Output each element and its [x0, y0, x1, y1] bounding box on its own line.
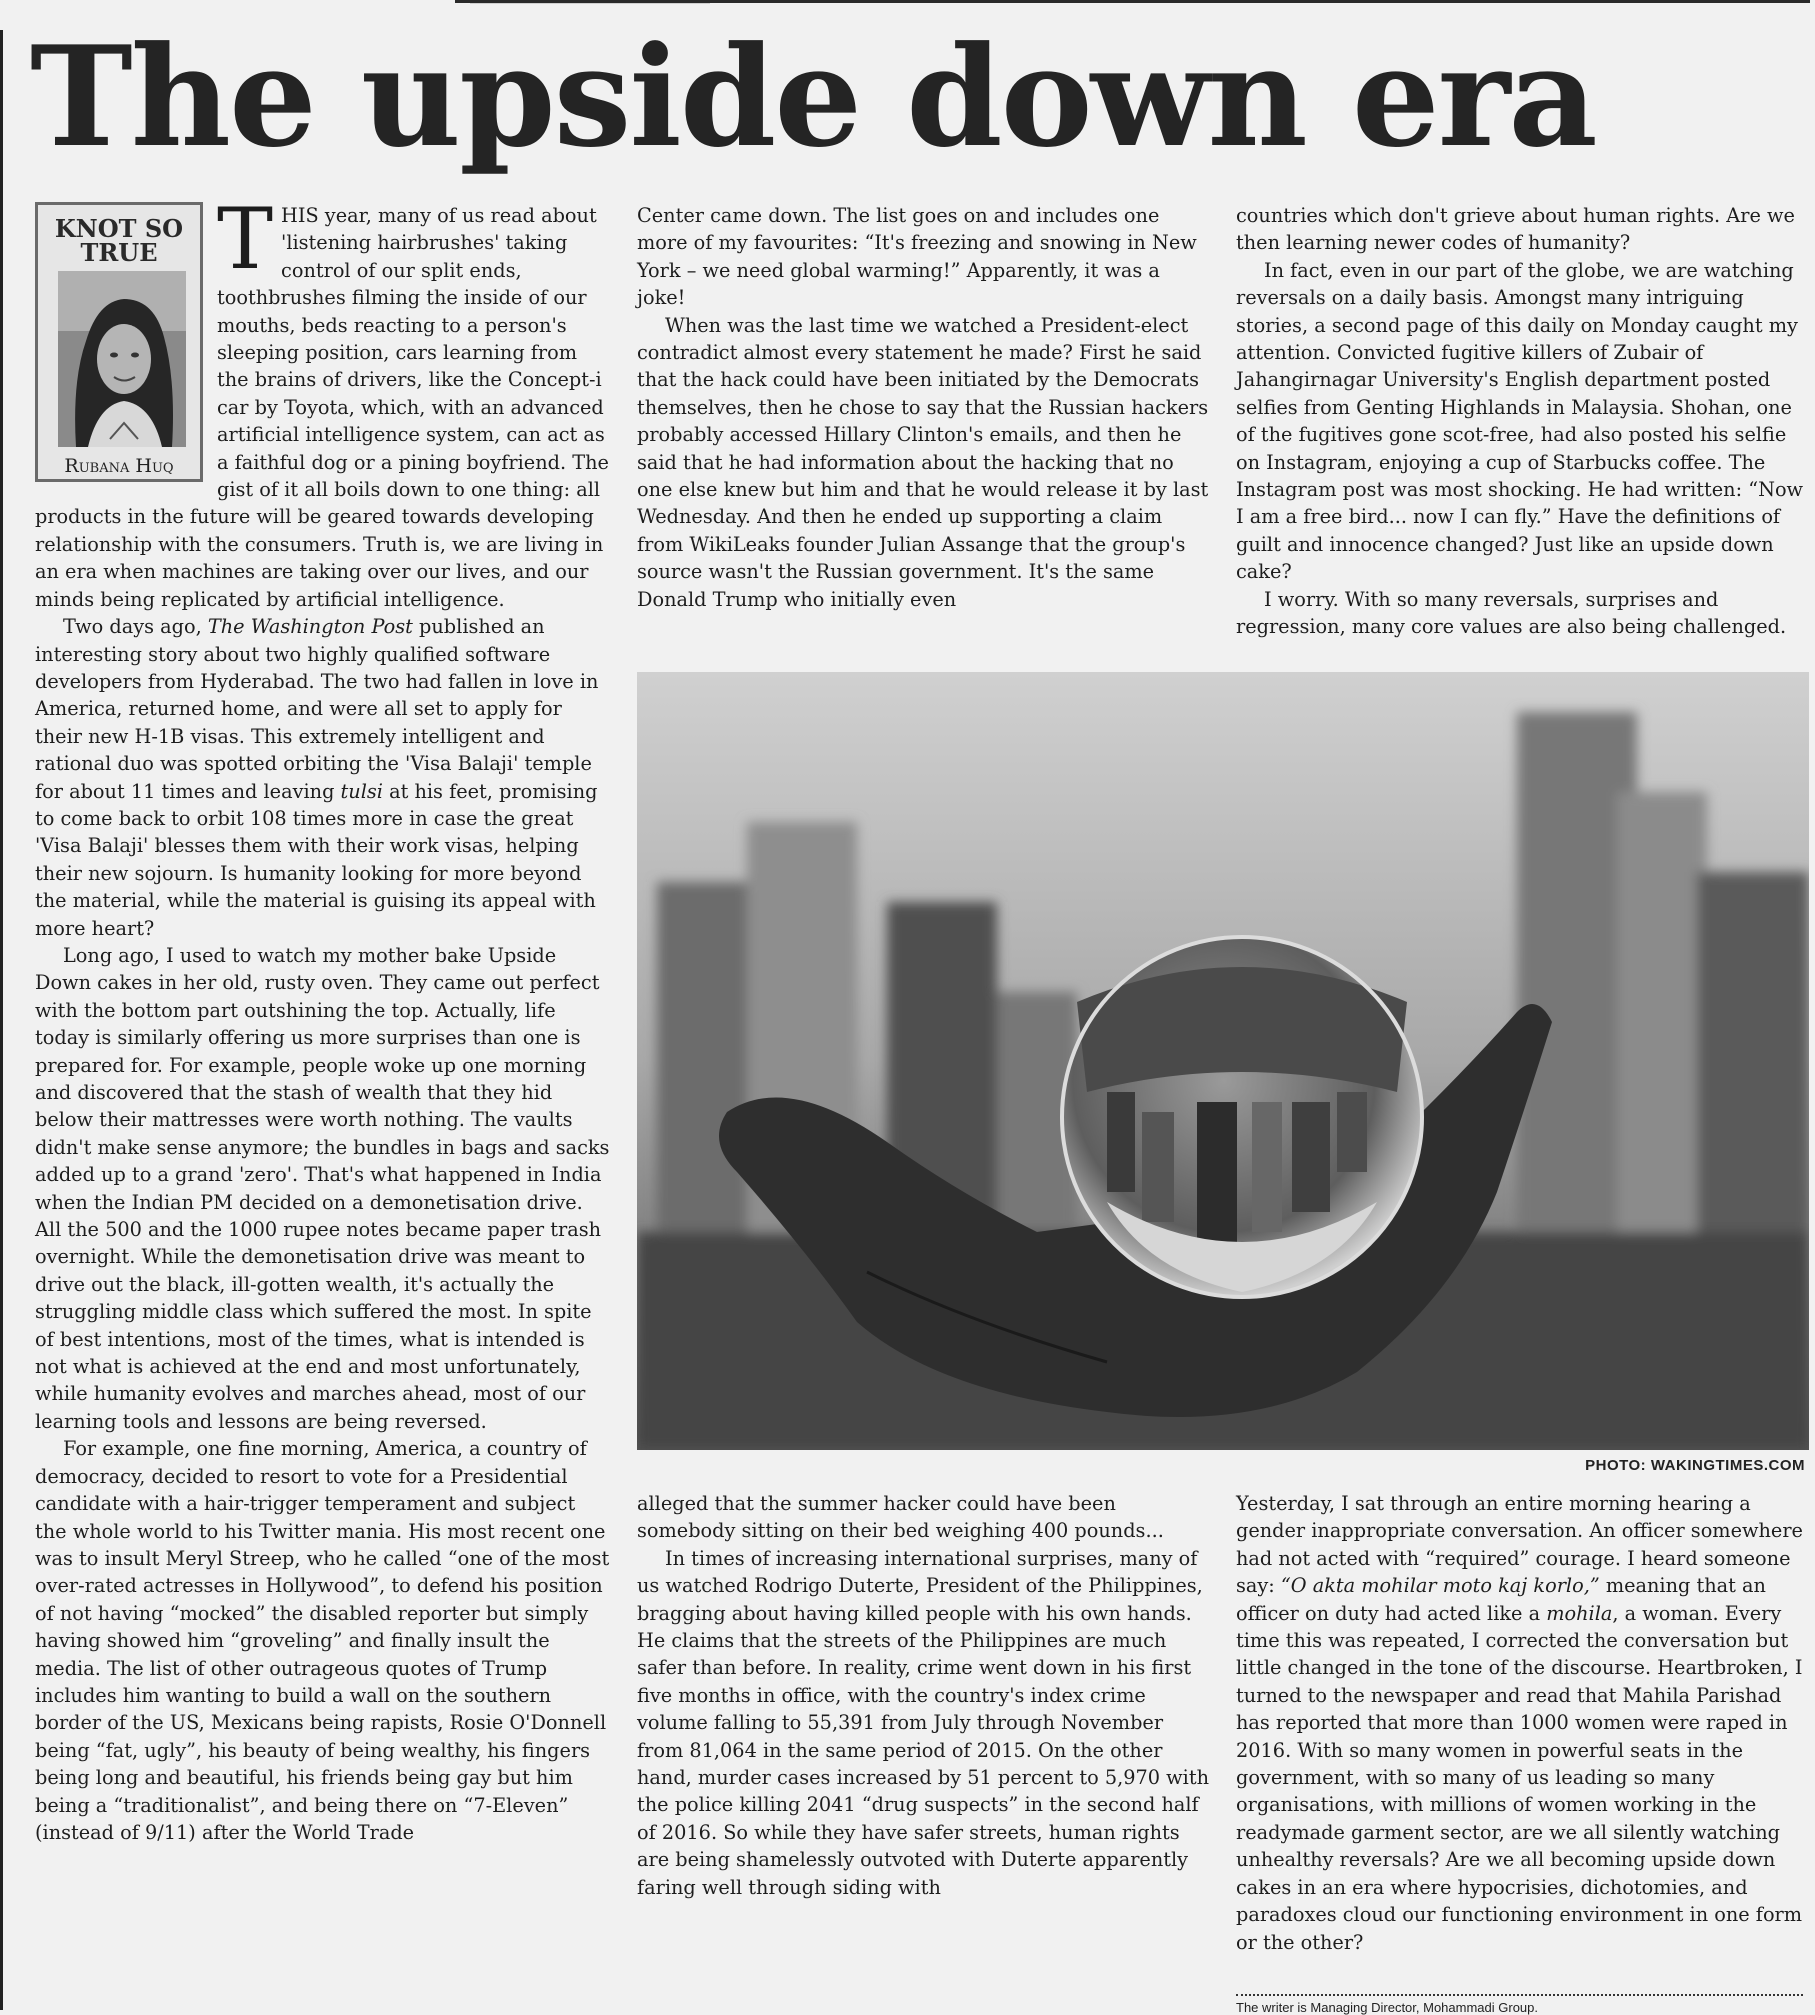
column-name: KNOT SO TRUE [54, 214, 184, 267]
paragraph-2 [35, 613, 610, 942]
photo-credit: PHOTO: WAKINGTIMES.COM [1585, 1457, 1805, 1474]
column-2-continued [637, 1490, 1212, 1901]
author-portrait [58, 271, 186, 447]
c3b-italic2: mohila [1546, 1601, 1613, 1625]
c2b-paragraph-1: alleged that the summer hacker could have been somebody sitting on their bed weighing 400 pounds... [637, 1492, 1164, 1543]
p2-italic2: tulsi [340, 779, 383, 803]
c3b-c: , a woman. Every time this was repeated, I corrected the conversation but little changed in the tone of the discourse. Heartbroken, I turned to the newspaper and read that Mahila Parishad has reported that more than 1000 women were raped in 2016. With so many women in powerful seats in the government, with so many of us leading so many organisations, with millions of women working in the readymade garment sector, are we all silently watching unhealthy reversals? Are we all becoming upside down cakes in an era where hypocrisies, dichotomies, and paradoxes cloud our functioning environment in one form or the other? [1236, 1601, 1803, 1954]
left-rule [0, 30, 3, 2010]
column-1 [35, 190, 610, 1846]
c3-paragraph-3: I worry. With so many reversals, surprises and regression, many core values are also being challenged. [1236, 587, 1787, 639]
p2-italic: The Washington Post [207, 615, 413, 639]
c2-paragraph-2: When was the last time we watched a President-elect contradict almost every statement he made? First he said that the hack could have been initiated by the Democrats themselves, then he chose to say that the Russian hackers probably accessed Hillary Clinton's emails, and then he said that he had information about the hacking that no one else knew but him and that he would release it by last Wednesday. And then he ended up supporting a claim from WikiLeaks founder Julian Assange that the group's source wasn't the Russian government. It's the same Donald Trump who initially even [637, 313, 1209, 611]
c3-paragraph-2: In fact, even in our part of the globe, we are watching reversals on a daily basis. Amongst many intriguing stories, a second page of this daily on Monday caught my attention. Convicted fugitive killers of Zubair of Jahangirnagar University's English department posted selfies from Genting Highlands in Malaysia. Shohan, one of the fugitives gone scot-free, had also posted his selfie on Instagram, enjoying a cup of Starbucks coffee. The Instagram post was most shocking. He had written: “Now I am a free bird... now I can fly.” Have the definitions of guilt and innocence changed? Just like an upside down cake? [1236, 258, 1804, 584]
writer-note: The writer is Managing Director, Mohammadi Group. [1236, 2000, 1539, 2015]
p2-mid: published an interesting story about two highly qualified software developers from Hyderabad. The two had fallen in love in America, returned home, and were all set to apply for their new H-1B visas. This extremely intelligent and rational duo was spotted orbiting the 'Visa Balaji' temple for about 11 times and leaving [35, 615, 599, 803]
drop-cap: T [217, 190, 274, 288]
c3b-a: Yesterday, I sat through an entire morning hearing a gender inappropriate conversation. An officer somewhere had not acted with “required” courage. I heard someone say: [1236, 1492, 1803, 1598]
byline-box [35, 202, 203, 482]
top-rule [455, 0, 1810, 3]
p2-before: Two days ago, [63, 615, 208, 639]
column-3 [1236, 202, 1806, 641]
c2-paragraph-1: Center came down. The list goes on and includes one more of my favourites: “It's freezing and snowing in New York – we need global warming!” Apparently, it was a joke! [637, 204, 1197, 310]
footer-dotted-rule [1236, 1994, 1803, 1996]
c3b-b: meaning that an officer on duty had acted like a [1236, 1574, 1766, 1625]
p2-after: at his feet, promising to come back to orbit 108 times more in case the great 'Visa Balaji' blesses them with their work visas, helping their new sojourn. Is humanity looking for more beyond the material, while the material is guising its appeal with more heart? [35, 779, 598, 940]
crystal-ball-photo [637, 672, 1809, 1450]
column-3-continued [1236, 1490, 1806, 1956]
headline: The upside down era [30, 15, 1596, 178]
paragraph-4: For example, one fine morning, America, a country of democracy, decided to resort to vote for a Presidential candidate with a hair-trigger temperament and subject the whole world to his Twitter mania. His most recent one was to insult Meryl Streep, who he called “one of the most over-rated actresses in Hollywood”, to defend his position of not having “mocked” the disabled reporter but simply having showed him “groveling” and finally insult the media. The list of other outrageous quotes of Trump includes him wanting to build a wall on the southern border of the US, Mexicans being rapists, Rosie O'Donnell being “fat, ugly”, his beauty of being wealthy, his fingers being long and beautiful, his friends being gay but him being a “traditionalist”, and being there on “7-Eleven” (instead of 9/11) after the World Trade [35, 1437, 610, 1844]
c3b-paragraph [1236, 1490, 1806, 1956]
author-name: Rubana Huq [64, 455, 174, 477]
c3-paragraph-1: countries which don't grieve about human rights. Are we then learning newer codes of humanity? [1236, 204, 1795, 255]
c2b-paragraph-2: In times of increasing international surprises, many of us watched Rodrigo Duterte, President of the Philippines, bragging about having killed people with his own hands. He claims that the streets of the Philippines are much safer than before. In reality, crime went down in his first five months in office, with the country's index crime volume falling to 55,391 from July through November from 81,064 in the same period of 2015. On the other hand, murder cases increased by 51 percent to 5,970 with the police killing 2041 “drug suspects” in the second half of 2016. So while they have safer streets, human rights are being shamelessly outvoted with Duterte apparently faring well through siding with [637, 1546, 1210, 1899]
paragraph-3: Long ago, I used to watch my mother bake Upside Down cakes in her old, rusty oven. They came out perfect with the bottom part outshining the top. Actually, life today is similarly offering us more surprises than one is prepared for. For example, people woke up one morning and discovered that the stash of wealth that they hid below their mattresses were worth nothing. The vaults didn't make sense anymore; the bundles in bags and sacks added up to a grand 'zero'. That's what happened in India when the Indian PM decided on a demonetisation drive. All the 500 and the 1000 rupee notes became paper trash overnight. While the demonetisation drive was meant to drive out the black, ill-gotten wealth, it's actually the struggling middle class which suffered the most. In spite of best intentions, most of the times, what is intended is not what is achieved at the end and most unfortunately, while humanity evolves and marches ahead, most of our learning tools and lessons are being reversed. [35, 943, 610, 1433]
lead-text: HIS year, many of us read about 'listening hairbrushes' taking control of our split ends, toothbrushes filming the inside of our mouths, beds reacting to a person's sleeping position, cars learning from the brains of drivers, like the Concept-i car by Toyota, which, with an advanced artificial intelligence system, can act as a faithful dog or a pining boyfriend. The gist of it all boils down to one thing: all products in the future will be geared towards developing relationship with the consumers. Truth is, we are living in an era when machines are taking over our lives, and our minds being replicated by artificial intelligence. [35, 204, 609, 611]
column-2 [637, 202, 1212, 613]
c3b-italic: “O akta mohilar moto kaj korlo,” [1280, 1574, 1600, 1598]
